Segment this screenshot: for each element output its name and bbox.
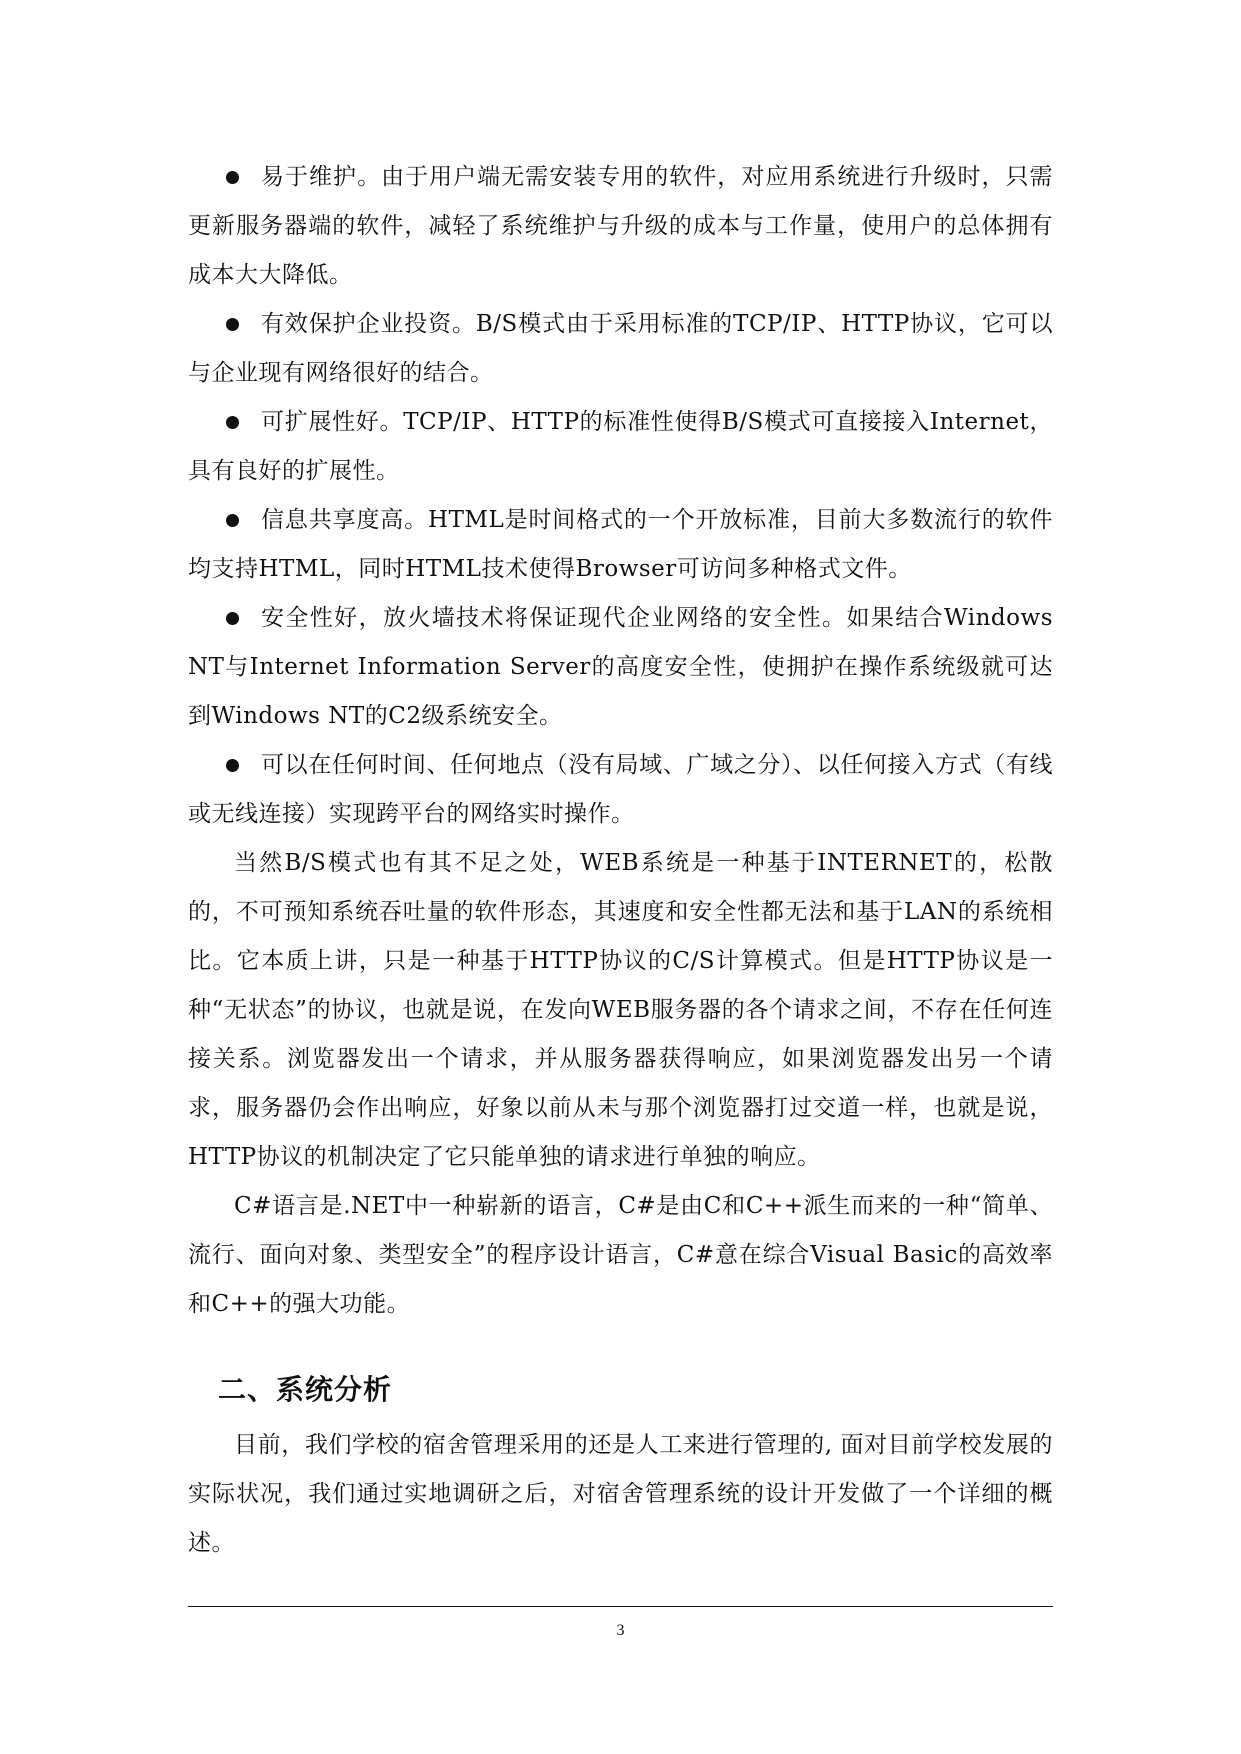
bullet-item	[188, 741, 1053, 839]
bullet-text: 信息共享度高。HTML是时间格式的一个开放标准，目前大多数流行的软件均支持HTML，同时HTML技术使得Browser可访问多种格式文件。	[188, 507, 1053, 582]
section-heading: 二、系统分析	[218, 1373, 393, 1406]
bullet-text: 可以在任何时间、任何地点（没有局域、广域之分）、以任何接入方式（有线或无线连接）实现跨平台的网络实时操作。	[188, 752, 1053, 827]
bullet-dot-icon	[226, 318, 239, 331]
bullet-item	[188, 496, 1053, 594]
bullet-item	[188, 153, 1053, 300]
bullet-text: 易于维护。由于用户端无需安装专用的软件，对应用系统进行升级时，只需更新服务器端的软件，减轻了系统维护与升级的成本与工作量，使用户的总体拥有成本大大降低。	[188, 164, 1053, 288]
body-paragraph-bs-limitations: 当然B/S模式也有其不足之处，WEB系统是一种基于INTERNET的，松散的，不可预知系统吞吐量的软件形态，其速度和安全性都无法和基于LAN的系统相比。它本质上讲，只是一种基于HTTP协议的C/S计算模式。但是HTTP协议是一种“无状态”的协议，也就是说，在发向WEB服务器的各个请求之间，不存在任何连接关系。浏览器发出一个请求，并从服务器获得响应，如果浏览器发出另一个请求，服务器仍会作出响应，好象以前从未与那个浏览器打过交道一样，也就是说，HTTP协议的机制决定了它只能单独的请求进行单独的响应。	[188, 850, 1053, 1170]
bullet-item	[188, 398, 1053, 496]
bullet-item	[188, 300, 1053, 398]
bullet-item	[188, 594, 1053, 741]
footer-divider	[188, 1606, 1053, 1607]
bullet-text: 有效保护企业投资。B/S模式由于采用标准的TCP/IP、HTTP协议，它可以与企业现有网络很好的结合。	[188, 311, 1053, 386]
bullet-dot-icon	[226, 416, 239, 429]
section-gap	[188, 1329, 1053, 1367]
bullet-dot-icon	[226, 171, 239, 184]
bullet-dot-icon	[226, 514, 239, 527]
bullet-dot-icon	[226, 612, 239, 625]
body-paragraph-csharp: C#语言是.NET中一种崭新的语言，C#是由C和C++派生而来的一种“简单、流行、面向对象、类型安全”的程序设计语言，C#意在综合Visual Basic的高效率和C++的强大功能。	[188, 1193, 1053, 1317]
page-content	[188, 153, 1053, 1568]
bullet-text: 可扩展性好。TCP/IP、HTTP的标准性使得B/S模式可直接接入Internet，具有良好的扩展性。	[188, 409, 1053, 484]
section-body-paragraph: 目前，我们学校的宿舍管理采用的还是人工来进行管理的, 面对目前学校发展的实际状况，我们通过实地调研之后，对宿舍管理系统的设计开发做了一个详细的概述。	[188, 1432, 1053, 1556]
bullet-text: 安全性好，放火墙技术将保证现代企业网络的安全性。如果结合Windows NT与Internet Information Server的高度安全性，使拥护在操作系统级就可达到Windows NT的C2级系统安全。	[188, 605, 1053, 729]
bullet-dot-icon	[226, 759, 239, 772]
page-number: 3	[616, 1622, 625, 1639]
